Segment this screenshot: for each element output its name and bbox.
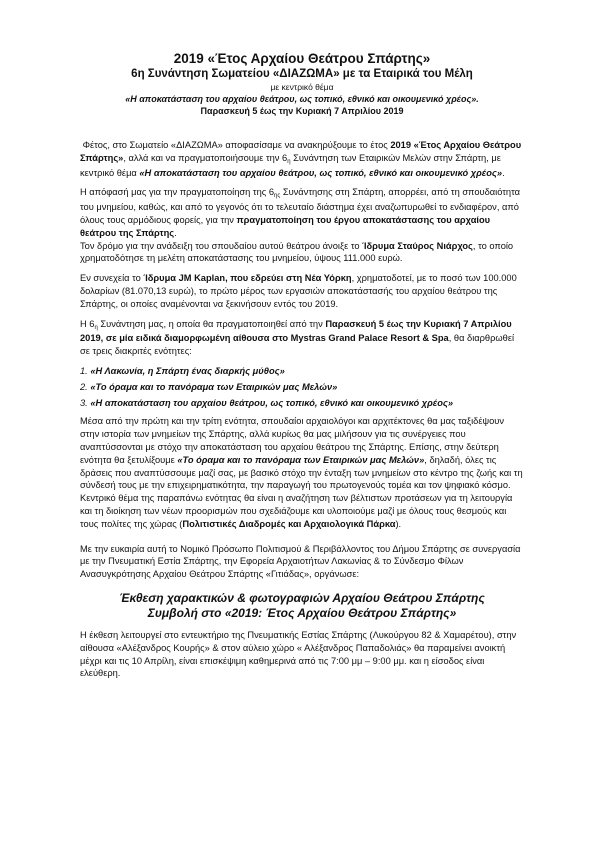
exhibition-title-line2: Συμβολή στο «2019: Έτος Αρχαίου Θεάτρου Σπάρτης» xyxy=(147,605,457,620)
paragraph-meeting: Η $6_\eta$ Συνάντηση μας, η οποία θα πραγματοποιηθεί από την Παρασκευή 5 έως την Κυριακή 7 Απριλίου 2019, σε μία ειδικά διαμορφωμένη αίθουσα στο Mystras Grand Palace Resort & Spa, θα διαρθρωθεί σε τρεις διακριτές ενότητες: xyxy=(80,318,515,357)
topics-list xyxy=(80,365,524,409)
paragraph-kaplan: Εν συνεχεία το Ίδρυμα JM Kaplan, που εδρεύει στη Νέα Υόρκη, χρηματοδοτεί, με το ποσό των 100.000 δολαρίων (81.070,13 ευρώ), το πρώτο μέρος των εργασιών αποκατάστασής του αρχαίου θεάτρου της Σπάρτης, οι οποίες αναμένονται να ξεκινήσουν εντός του 2019. xyxy=(80,273,517,309)
paragraph-decision: Η απόφασή μας για την πραγματοποίηση της $6_{\eta\varsigma}$ Συνάντησης στη Σπάρτη, απορρέει, από τη σπουδαιότητα του μνημείου, καθώς, και από το γεγονός ότι το τελευταίο διάστημα έχει αναζωπυρωθεί το ενδιαφέρον, από όλους τους αρμόδιους φορείς, για την πραγματοποίηση του έργου αποκατάστασης του αρχαίου θεάτρου της Σπάρτης. Τον δρόμο για την ανάδειξη του σπουδαίου αυτού θεάτρου άνοιξε το Ίδρυμα Σταύρος Νιάρχος, το οποίο χρηματοδότησε τη μελέτη αποκατάστασης του μνημείου, ύψους 111.000 ευρώ. xyxy=(80,187,521,264)
list-item: 2. «Το όραμα και το πανόραμα των Εταιρικών μας Μελών» xyxy=(80,381,338,392)
list-item: 3. «Η αποκατάσταση του αρχαίου θεάτρου, ως τοπικό, εθνικό και οικουμενικό χρέος» xyxy=(80,397,454,408)
document-subtitle: 6η Συνάντηση Σωματείου «ΔΙΑΖΩΜΑ» με τα Εταιρικά του Μέλη xyxy=(131,68,473,80)
event-dates: Παρασκευή 5 έως την Κυριακή 7 Απριλίου 2019 xyxy=(200,106,404,116)
list-item: 1. «Η Λακωνία, η Σπάρτη ένας διαρκής μύθος» xyxy=(80,365,285,376)
paragraph-exhibition: Η έκθεση λειτουργεί στο εντευκτήριο της Πνευματικής Εστίας Σπάρτης (Λυκούργου 82 & Χαμαρέτου), στην αίθουσα «Αλέξανδρος Κουρής» & στον αύλειο χώρο « Αλέξανδρος Παπαδολιάς» θα παραμείνει ανοικτή μέχρι και τις 10 Απρίλη, είναι επισκέψιμη καθημερινά από τις 7:00 μμ – 9:00 μμ. και η είσοδος είναι ελεύθερη. xyxy=(80,629,517,679)
paragraph-organizers: Με την ευκαιρία αυτή το Νομικό Πρόσωπο Πολιτισμού & Περιβάλλοντος του Δήμου Σπάρτης σε συνεργασία με την Πνευματική Εστία Σπάρτης, την Εφορεία Αρχαιοτήτων Λακωνίας & το Σύνδεσμο Φίλων Ανασυγκρότησης Αρχαίου Θεάτρου Σπάρτης «Γιτιάδας», οργάνωσε: xyxy=(80,543,521,580)
paragraph-sections: Μέσα από την πρώτη και την τρίτη ενότητα, σπουδαίοι αρχαιολόγοι και αρχιτέκτονες θα μας ταξιδέψουν στην ιστορία των μνημείων της Σπάρτης, αλλά κυρίως θα μας μιλήσουν για τις συνέργειες που αναπτύσσονται με στόχο την αποκατάσταση του αρχαίου θεάτρου της Σπάρτης. Επίσης, στην δεύτερη ενότητα θα ξετυλίξουμε «Το όραμα και το πανόραμα των Εταιρικών μας Μελών», δηλαδή, όλες τις δράσεις που αναπτύσσουμε μαζί σας, με βασικό στόχο την ένταξη των μνημείων στο κέντρο της ζωής και τη σύνδεσή τους με την επιχειρηματικότητα, την παραγωγή του πρωτογενούς τομέα και τον ψηφιακό κόσμο. Κεντρικό θέμα της παραπάνω ενότητας θα είναι η αναζήτηση των βέλτιστων προτάσεων για τη λειτουργία και τη διοίκηση των νέων προορισμών που σχεδιάζουμε και υλοποιούμε μαζί με όλους τους θεσμούς και τους πολίτες της χώρας (Πολιτιστικές Διαδρομές και Αρχαιολογικά Πάρκα). xyxy=(80,416,523,529)
paragraph-intro: Φέτος, στο Σωματείο «ΔΙΑΖΩΜΑ» αποφασίσαμε να ανακηρύξουμε το έτος 2019 «Έτος Αρχαίου Θεάτρου Σπάρτης», αλλά και να πραγματοποιήσουμε την $6_\eta$ Συνάντηση των Εταιρικών Μελών στην Σπάρτη, με κεντρικό θέμα «Η αποκατάσταση του αρχαίου θεάτρου, ως τοπικό, εθνικό και οικουμενικό χρέος». xyxy=(80,140,522,178)
exhibition-title-line1: Έκθεση χαρακτικών & φωτογραφιών Αρχαίου Θεάτρου Σπάρτης xyxy=(119,590,485,605)
document-body xyxy=(80,139,524,680)
theme-text: «Η αποκατάσταση του αρχαίου θεάτρου, ως τοπικό, εθνικό και οικουμενικό χρέος». xyxy=(125,94,479,104)
theme-label: με κεντρικό θέμα xyxy=(270,82,334,92)
document-title: 2019 «Έτος Αρχαίου Θεάτρου Σπάρτης» xyxy=(173,51,431,66)
exhibition-title xyxy=(80,591,524,621)
